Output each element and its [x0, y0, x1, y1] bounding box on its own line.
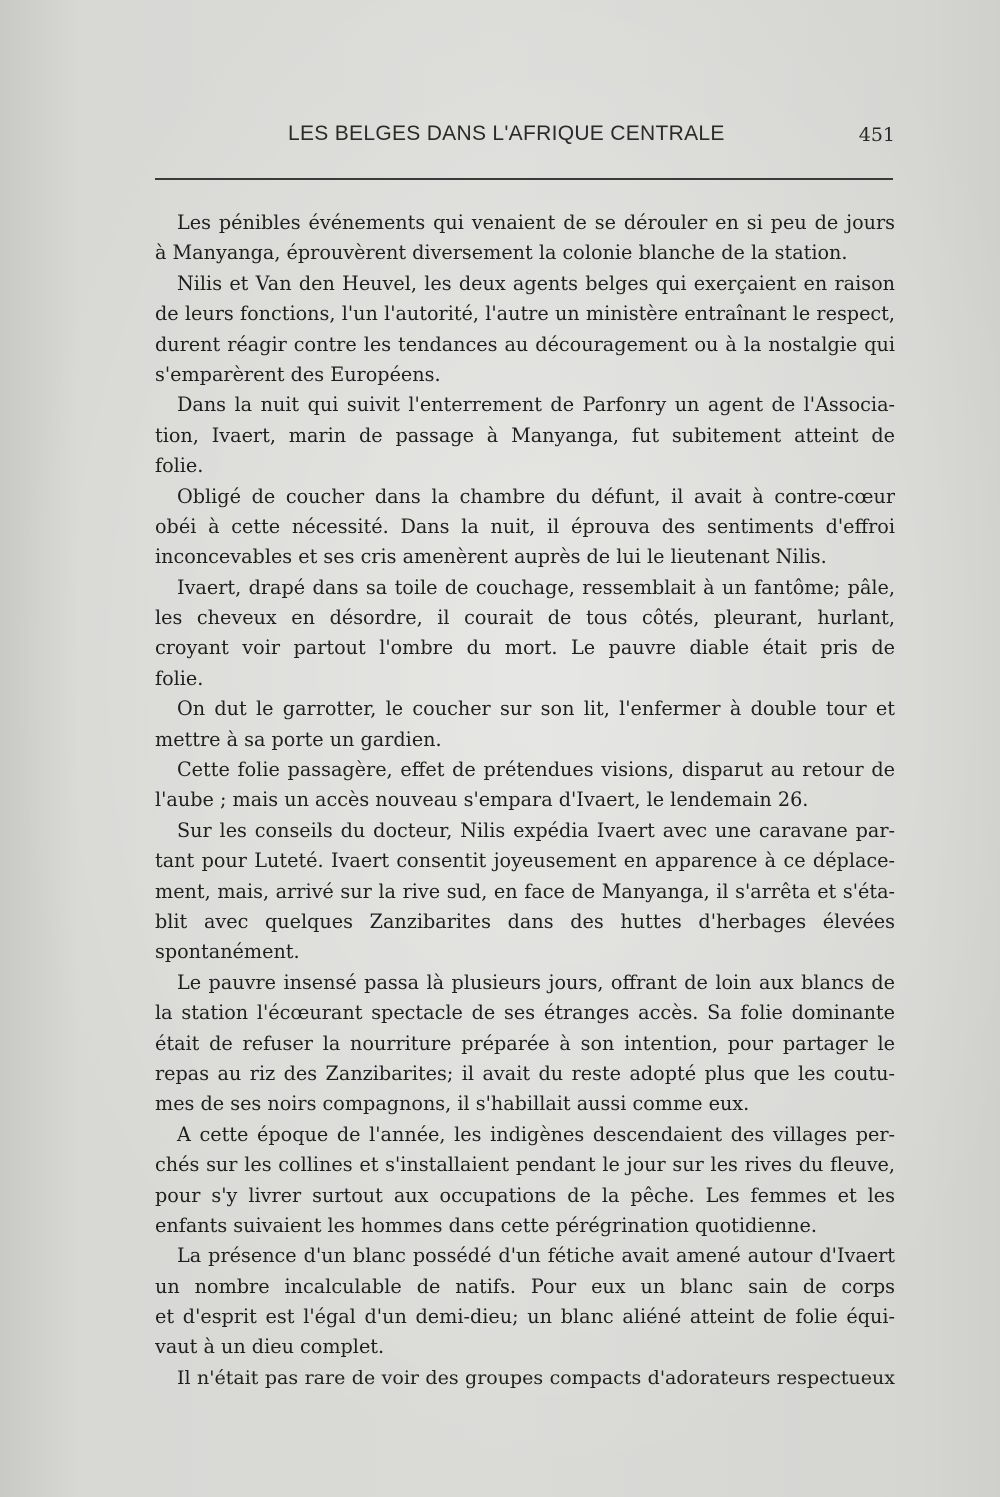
text-line: chés sur les collines et s'installaient pendant le jour sur les rives du fleuve, — [155, 1153, 895, 1177]
text-line: à Manyanga, éprouvèrent diversement la colonie blanche de la station. — [155, 241, 848, 265]
text-line: Nilis et Van den Heuvel, les deux agents belges qui exerçaient en raison — [177, 271, 895, 295]
text-line: Dans la nuit qui suivit l'enterrement de Parfonry un agent de l'Associa- — [177, 393, 895, 417]
text-line: mes de ses noirs compagnons, il s'habillait aussi comme eux. — [155, 1092, 750, 1116]
text-line: tant pour Luteté. Ivaert consentit joyeusement en apparence à ce déplace- — [155, 849, 895, 873]
text-line: l'aube ; mais un accès nouveau s'empara d'Ivaert, le lendemain 26. — [155, 788, 809, 812]
text-line: A cette époque de l'année, les indigènes descendaient des villages per- — [177, 1122, 895, 1146]
text-line: Ivaert, drapé dans sa toile de couchage, ressemblait à un fantôme; pâle, — [177, 575, 895, 599]
text-line: et d'esprit est l'égal d'un demi-dieu; un blanc aliéné atteint de folie équi- — [155, 1305, 895, 1329]
text-line: enfants suivaient les hommes dans cette pérégrination quotidienne. — [155, 1213, 817, 1237]
header-rule — [155, 178, 893, 180]
text-line: obéi à cette nécessité. Dans la nuit, il éprouva des sentiments d'effroi — [155, 514, 895, 538]
text-line: de leurs fonctions, l'un l'autorité, l'autre un ministère entraînant le respect, — [155, 302, 895, 326]
text-line: Le pauvre insensé passa là plusieurs jours, offrant de loin aux blancs de — [177, 970, 895, 994]
text-line: s'emparèrent des Européens. — [155, 362, 441, 386]
text-line: Sur les conseils du docteur, Nilis expédia Ivaert avec une caravane par- — [177, 818, 895, 842]
text-line: Obligé de coucher dans la chambre du défunt, il avait à contre-cœur — [177, 484, 895, 508]
body-text — [155, 208, 895, 1393]
text-line: pour s'y livrer surtout aux occupations de la pêche. Les femmes et les — [155, 1183, 895, 1207]
text-line: folie. — [155, 666, 204, 690]
text-line: Les pénibles événements qui venaient de se dérouler en si peu de jours — [177, 211, 895, 234]
text-line: repas au riz des Zanzibarites; il avait du reste adopté plus que les coutu- — [155, 1061, 895, 1085]
text-line: croyant voir partout l'ombre du mort. Le pauvre diable était pris de — [155, 636, 895, 660]
running-title: LES BELGES DANS L'AFRIQUE CENTRALE — [288, 122, 725, 145]
text-line: durent réagir contre les tendances au découragement ou à la nostalgie qui — [155, 332, 895, 356]
text-line: La présence d'un blanc possédé d'un fétiche avait amené autour d'Ivaert — [177, 1244, 895, 1268]
running-head — [155, 122, 895, 152]
text-line: vaut à un dieu complet. — [155, 1335, 385, 1359]
text-line: mettre à sa porte un gardien. — [155, 727, 442, 751]
page-number: 451 — [858, 124, 895, 146]
text-line: blit avec quelques Zanzibarites dans des huttes d'herbages élevées — [155, 909, 895, 933]
text-line: inconcevables et ses cris amenèrent auprès de lui le lieutenant Nilis. — [155, 545, 827, 569]
text-line: Cette folie passagère, effet de prétendues visions, disparut au retour de — [177, 758, 895, 782]
text-line: ment, mais, arrivé sur la rive sud, en face de Manyanga, il s'arrêta et s'éta- — [155, 879, 895, 903]
text-line: les cheveux en désordre, il courait de tous côtés, pleurant, hurlant, — [155, 606, 895, 630]
text-line: On dut le garrotter, le coucher sur son lit, l'enfermer à double tour et — [177, 697, 895, 721]
text-line: Il n'était pas rare de voir des groupes compacts d'adorateurs respectueux — [177, 1366, 895, 1389]
text-line: était de refuser la nourriture préparée à son intention, pour partager le — [155, 1031, 895, 1055]
text-line: la station l'écœurant spectacle de ses étranges accès. Sa folie dominante — [155, 1001, 895, 1025]
text-line: folie. — [155, 454, 204, 478]
text-line: spontanément. — [155, 940, 300, 964]
text-line: un nombre incalculable de natifs. Pour eux un blanc sain de corps — [155, 1274, 895, 1298]
text-line: tion, Ivaert, marin de passage à Manyanga, fut subitement atteint de — [155, 423, 895, 447]
